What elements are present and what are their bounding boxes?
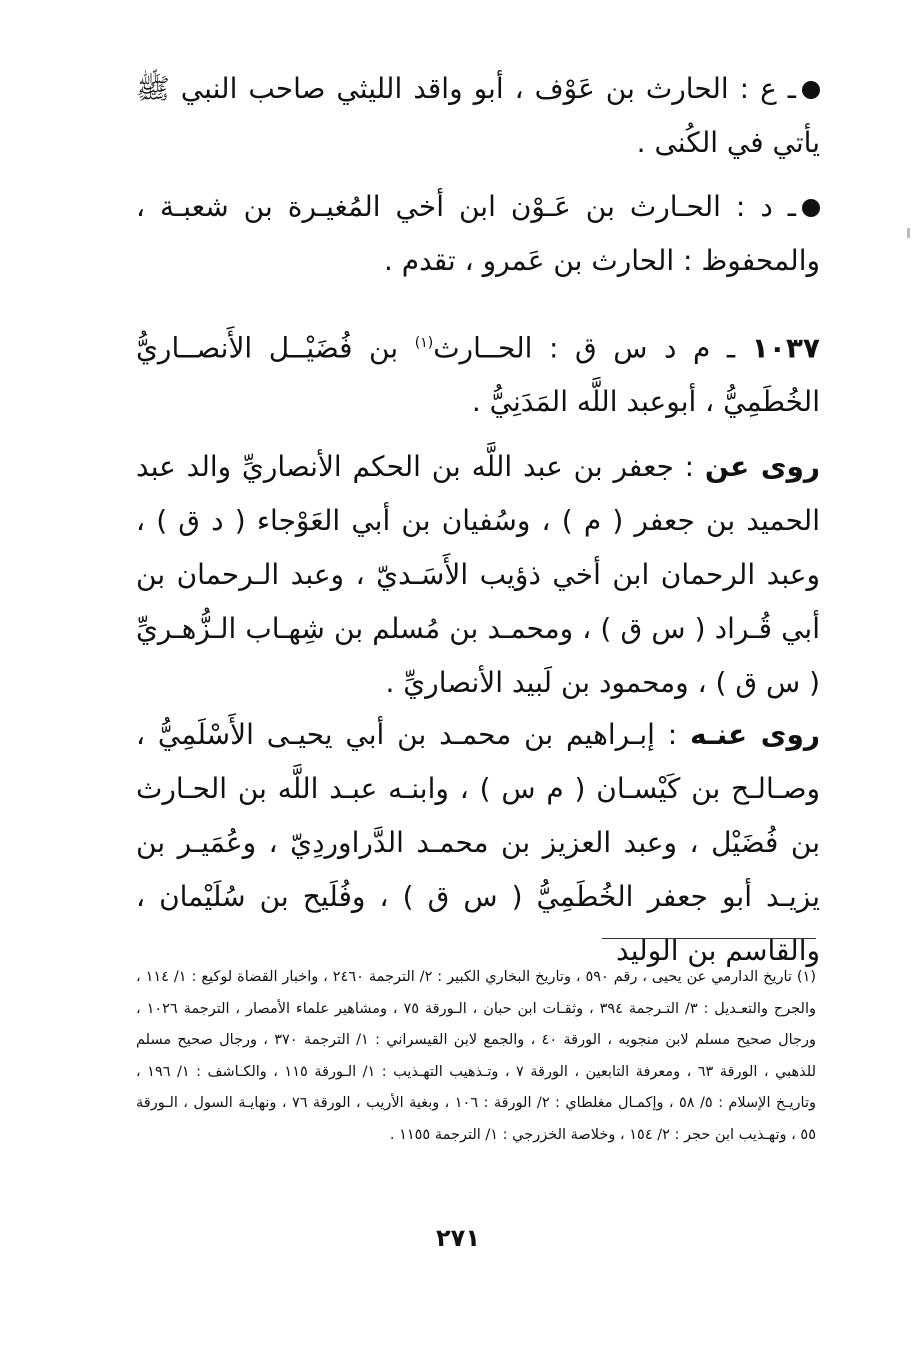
entry-sigla: ـ م د س ق : الحــارث — [433, 331, 736, 365]
entry-name: بن فُضَيْــل الأَنصــاريُّ الخُطَمِيُّ ، أبوعبد اللَّه المَدَنِيُّ . — [136, 331, 820, 419]
entry-harith-ibn-awf — [136, 62, 820, 170]
entry-harith-ibn-awn — [136, 180, 820, 288]
entry-text: ـ د : الحـارث بن عَـوْن ابن أخي المُغيـرة بن شعبـة ، والمحفوظ : الحارث بن عَمرو ، تقدم . — [136, 190, 820, 277]
scan-edge-mark — [907, 228, 910, 238]
section-text: : جعفر بن عبد اللَّه بن الحكم الأنصاريِّ والد عبد الحميد بن جعفر ( م ) ، وسُفيان بن أبي العَوْجاء ( د ق ) ، وعبد الرحمان ابن أخي ذؤيب الأَسَـديّ ، وعبد الـرحمان بن أبي قُـراد ( س ق ) ، ومحمـد بن مُسلم بن شِهـاب الـزُّهـريِّ ( س ق ) ، ومحمود بن لَبيد الأنصاريِّ . — [136, 450, 820, 699]
entry-1037-heading — [136, 316, 820, 429]
section-label: روى عن — [704, 450, 820, 483]
footnote-ref: (١) — [414, 335, 434, 351]
bullet-icon — [802, 81, 820, 99]
section-text: : إبـراهيم بن محمـد بن أبي يحيـى الأَسْلَمِيُّ ، وصـالـح بن كَيْسـان ( م س ) ، وابنـه عبـد اللَّه بن الحـارث بن فُضَيْل ، وعبد العزيز بن محمـد الدَّراوردِيّ ، وعُمَيـر بن يزيـد أبو جعفر الخُطَمِيُّ ( س ق ) ، وفُلَيح بن سُلَيْمان ، والقاسم بن الوليد — [136, 718, 820, 967]
section-label: روى عنـه — [690, 718, 820, 751]
footnote: (١) تاريخ الدارمي عن يحيى ، رقم ٥٩٠ ، وتاريخ البخاري الكبير : ٢/ الترجمة ٢٤٦٠ ، واخبار القضاة لوكيع : ١/ ١١٤ ، والجرح والتعـديل : ٣/ التـرجمة ٣٩٤ ، وثقـات ابن حبان ، الـورقة ٧٥ ، ومشاهير علماء الأمصار ، الترجمة ١٠٢٦ ، ورجال صحيح مسلم لابن منجويه ، الورقة ٤٠ ، والجمع لابن القيسراني : ١/ الترجمة ٣٧٠ ، ورجال صحيح مسلم للذهبي ، الورقة ٦٣ ، ومعرفة التابعين ، الورقة ٧ ، وتـذهيب التهـذيب : ١/ الـورقة ١١٥ ، والكـاشف : ١/ ١٩٦ ، وتاريـخ الإسلام : ٥/ ٥٨ ، وإكمـال مغلطاي : ٢/ الورقة : ١٠٦ ، وبغية الأريب ، الورقة ٧٦ ، ونهايـة السول ، الـورقة ٥٥ ، وتهـذيب ابن حجر : ٢/ ١٥٤ ، وخلاصة الخزرجي : ١/ الترجمة ١١٥٥ . — [136, 969, 817, 1143]
entry-number: ١٠٣٧ — [751, 331, 820, 365]
footnote-divider — [602, 938, 816, 939]
entry-text: ـ ع : الحارث بن عَوْف ، أبو واقد الليثي صاحب النبي ﷺ يأتي في الكُنى . — [136, 72, 820, 159]
bullet-icon — [802, 199, 820, 217]
page-number: ٢٧١ — [436, 1224, 480, 1252]
narrated-from-section — [136, 440, 820, 710]
